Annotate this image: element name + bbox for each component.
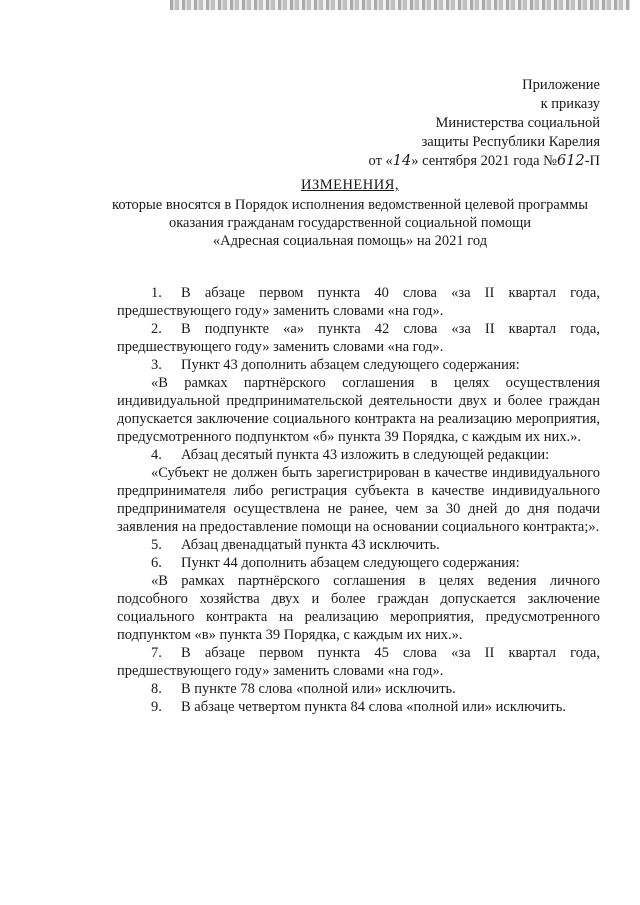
- order-suffix: -П: [584, 153, 600, 169]
- date-day-handwritten: 14: [392, 153, 412, 169]
- item-number: 7.: [151, 645, 162, 661]
- item-text: Пункт 43 дополнить абзацем следующего содержания:: [181, 357, 520, 373]
- item-text: Абзац двенадцатый пункта 43 исключить.: [181, 537, 440, 553]
- item-text: Абзац десятый пункта 43 изложить в следующей редакции:: [181, 447, 550, 463]
- amendment-item-6: [117, 554, 600, 572]
- item-text: В абзаце четвертом пункта 84 слова «полной или» исключить.: [181, 699, 567, 715]
- scan-edge-artifact: [170, 0, 630, 10]
- approval-line-region: защиты Республики Карелия: [421, 134, 600, 150]
- item-text: В абзаце первом пункта 40 слова «за II квартал года, предшествующего году» заменить словами «на год».: [117, 285, 600, 319]
- item-number: 3.: [151, 357, 162, 373]
- amendments-list: [117, 284, 600, 716]
- date-middle: » сентября 2021 года №: [411, 153, 557, 169]
- approval-date-line: [369, 152, 600, 171]
- amendment-item-5: [117, 536, 600, 554]
- title-line-1: которые вносятся в Порядок исполнения ведомственной целевой программы: [112, 197, 588, 213]
- date-prefix: от «: [368, 153, 393, 169]
- approval-line-ministry: Министерства социальной: [435, 115, 600, 131]
- item-number: 5.: [151, 537, 162, 553]
- approval-line-order: к приказу: [540, 96, 600, 112]
- amendment-item-9: [117, 698, 600, 716]
- item-text: В абзаце первом пункта 45 слова «за II квартал года, предшествующего году» заменить словами «на год».: [117, 645, 600, 679]
- item-number: 1.: [151, 285, 162, 301]
- item-text: В подпункте «а» пункта 42 слова «за II квартал года, предшествующего году» заменить словами «на год».: [117, 321, 600, 355]
- approval-line-appendix: Приложение: [522, 77, 600, 93]
- amendment-item-1: [117, 284, 600, 320]
- approval-stamp-block: [369, 76, 600, 171]
- item-number: 9.: [151, 699, 162, 715]
- amendment-item-8: [117, 680, 600, 698]
- document-title: [90, 176, 610, 250]
- item-number: 2.: [151, 321, 162, 337]
- amendment-quote-6: «В рамках партнёрского соглашения в целях ведения личного подсобного хозяйства двух и более граждан допускается заключение социального контракта на реализацию мероприятия, предусмотренного подпунктом «в» пункта 39 Порядка, с каждым их них.».: [117, 573, 600, 643]
- item-text: В пункте 78 слова «полной или» исключить.: [181, 681, 456, 697]
- item-number: 6.: [151, 555, 162, 571]
- amendment-item-7: [117, 644, 600, 680]
- amendment-item-2: [117, 320, 600, 356]
- order-number-handwritten: 612: [557, 153, 585, 169]
- amendment-quote-4: «Субъект не должен быть зарегистрирован в качестве индивидуального предпринимателя либо регистрация субъекта в качестве индивидуального предпринимателя осуществлена не ранее, чем за 30 дней до дня подачи заявления на предоставление помощи на основании социального контракта;».: [117, 465, 600, 535]
- item-number: 8.: [151, 681, 162, 697]
- item-text: Пункт 44 дополнить абзацем следующего содержания:: [181, 555, 520, 571]
- amendment-quote-3: «В рамках партнёрского соглашения в целях осуществления индивидуальной предпринимательской деятельности двух и более граждан допускается заключение социального контракта на реализацию мероприятия, предусмотренного подпунктом «б» пункта 39 Порядка, с каждым их них.».: [117, 375, 600, 445]
- title-line-3: «Адресная социальная помощь» на 2021 год: [212, 233, 488, 249]
- item-number: 4.: [151, 447, 162, 463]
- amendment-item-3: [117, 356, 600, 374]
- amendment-item-4: [117, 446, 600, 464]
- title-heading: ИЗМЕНЕНИЯ,: [300, 177, 400, 193]
- title-line-2: оказания гражданам государственной социальной помощи: [168, 215, 531, 231]
